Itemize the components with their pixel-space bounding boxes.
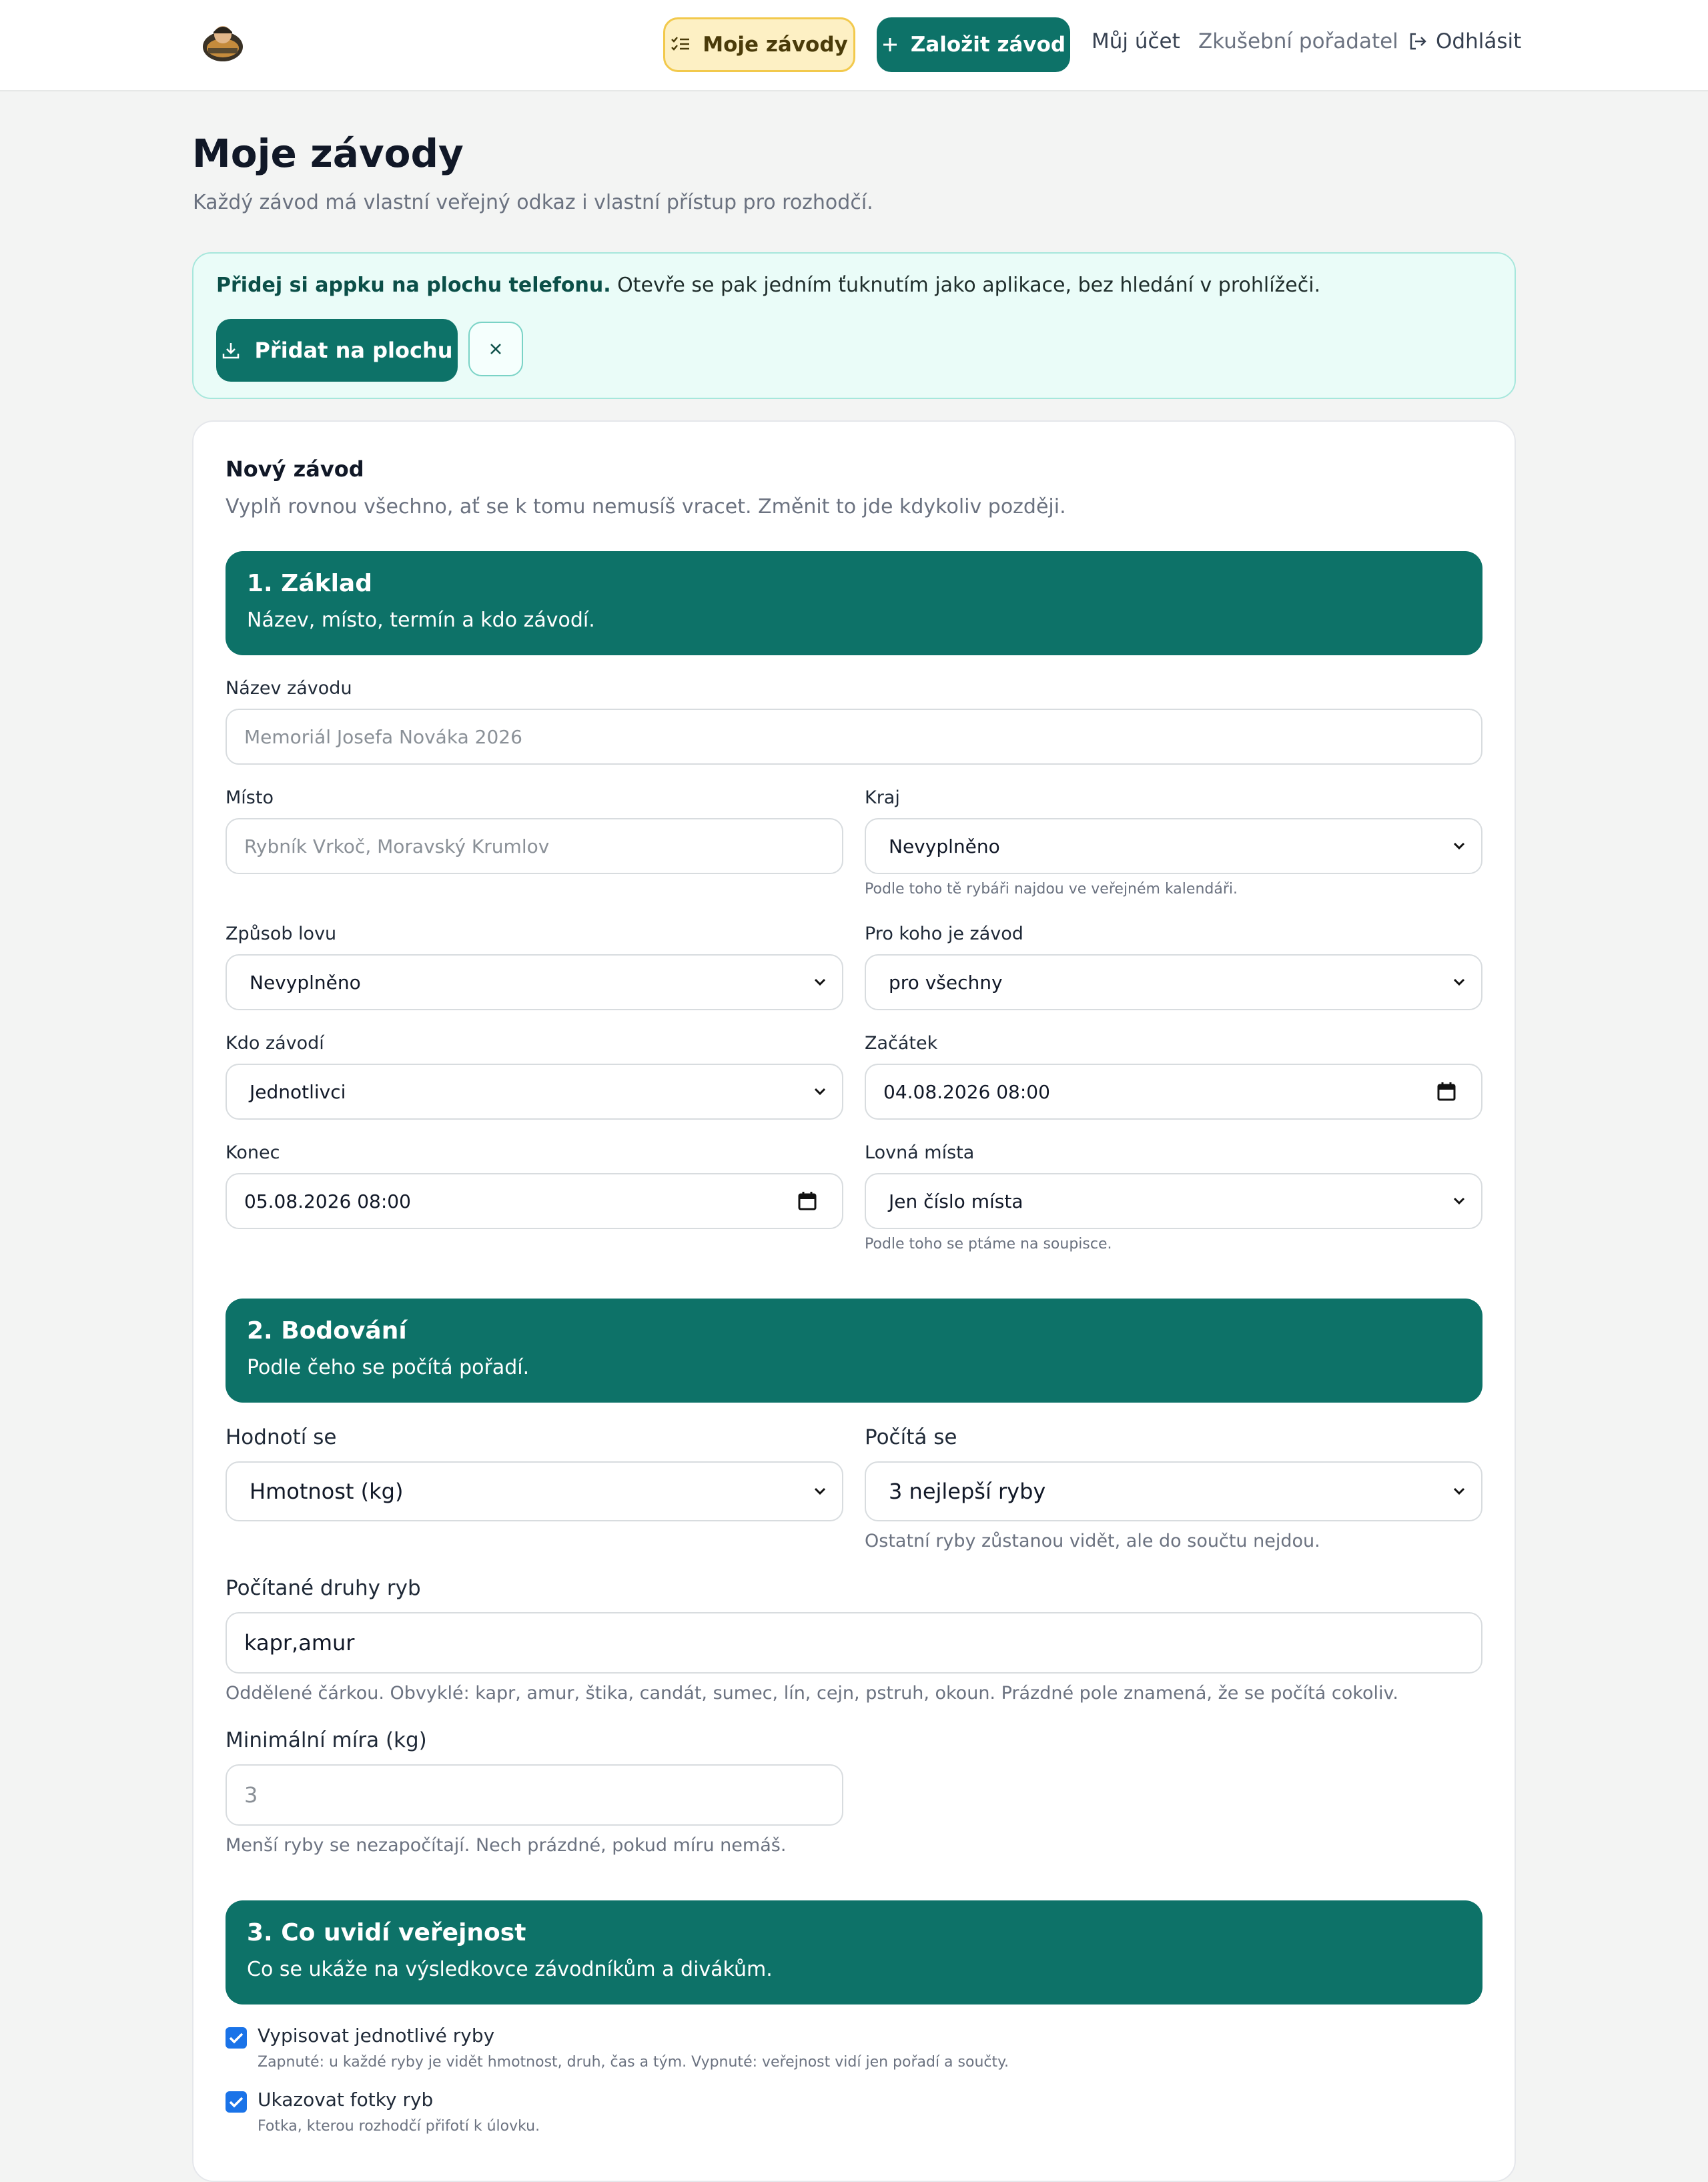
chevron-down-icon	[1452, 976, 1466, 988]
section-subtitle: Název, místo, termín a kdo závodí.	[247, 609, 595, 632]
method-value: Nevyplněno	[250, 971, 361, 994]
start-value: 04.08.2026 08:00	[883, 1080, 1050, 1103]
end-label: Konec	[226, 1142, 280, 1163]
start-datetime-input[interactable]	[865, 1064, 1482, 1120]
section-scoring-header	[226, 1299, 1482, 1403]
chevron-down-icon	[1452, 1485, 1466, 1497]
species-input[interactable]: kapr,amur	[226, 1612, 1482, 1674]
list-fish-hint: Zapnuté: u každé ryby je vidět hmotnost, druh, čas a tým. Vypnuté: veřejnost vidí jen pořadí a součty.	[258, 2054, 1009, 2071]
form-subtitle: Vyplň rovnou všechno, ať se k tomu nemusíš vracet. Změnit to jde kdykoliv později.	[226, 495, 1066, 518]
banner-bold-text: Přidej si appku na plochu telefonu.	[216, 274, 611, 297]
end-value: 05.08.2026 08:00	[244, 1190, 411, 1212]
top-navigation	[0, 0, 1708, 91]
dismiss-banner-button[interactable]	[468, 322, 523, 376]
create-race-label: Založit závod	[910, 33, 1066, 57]
list-fish-label[interactable]: Vypisovat jednotlivé ryby	[258, 2025, 495, 2047]
count-label: Počítá se	[865, 1425, 957, 1449]
section-subtitle: Co se ukáže na výsledkovce závodníkům a divákům.	[247, 1958, 773, 1981]
region-select[interactable]	[865, 818, 1482, 874]
rating-value: Hmotnost (kg)	[250, 1479, 404, 1504]
banner-body-text: Otevře se pak jedním ťuknutím jako aplikace, bez hledání v prohlížeči.	[610, 274, 1321, 297]
my-races-label: Moje závody	[703, 33, 848, 57]
chevron-down-icon	[1452, 1195, 1466, 1207]
who-competes-label: Kdo závodí	[226, 1033, 324, 1054]
calendar-icon[interactable]	[1437, 1082, 1456, 1102]
section-subtitle: Podle čeho se počítá pořadí.	[247, 1356, 530, 1379]
start-label: Začátek	[865, 1033, 938, 1054]
region-label: Kraj	[865, 787, 900, 808]
chevron-down-icon	[813, 1086, 827, 1098]
spots-select[interactable]	[865, 1173, 1482, 1229]
chevron-down-icon	[813, 1485, 827, 1497]
spots-value: Jen číslo místa	[889, 1190, 1023, 1212]
count-value: 3 nejlepší ryby	[889, 1479, 1046, 1504]
section-public-header	[226, 1900, 1482, 2005]
plus-icon	[881, 36, 899, 53]
who-competes-value: Jednotlivci	[250, 1080, 346, 1103]
rating-select[interactable]	[226, 1461, 843, 1521]
page-title: Moje závody	[192, 131, 464, 176]
add-to-home-label: Přidat na plochu	[254, 338, 453, 363]
new-race-form-card	[192, 420, 1516, 2182]
chevron-down-icon	[1452, 840, 1466, 852]
section-title: 1. Základ	[247, 570, 372, 597]
show-photos-checkbox[interactable]	[226, 2091, 247, 2113]
race-name-label: Název závodu	[226, 678, 352, 699]
checkmark-icon	[229, 2096, 244, 2108]
count-hint: Ostatní ryby zůstanou vidět, ale do součtu nejdou.	[865, 1531, 1320, 1551]
end-datetime-input[interactable]	[226, 1173, 843, 1229]
show-photos-label[interactable]: Ukazovat fotky ryb	[258, 2089, 434, 2111]
checkmark-icon	[229, 2032, 244, 2044]
download-icon	[221, 340, 241, 360]
logout-label: Odhlásit	[1436, 29, 1522, 53]
spots-hint: Podle toho se ptáme na soupisce.	[865, 1236, 1112, 1252]
page-subtitle: Každý závod má vlastní veřejný odkaz i vlastní přístup pro rozhodčí.	[193, 191, 873, 214]
place-input[interactable]: Rybník Vrkoč, Moravský Krumlov	[226, 818, 843, 874]
section-basic-header	[226, 551, 1482, 655]
place-label: Místo	[226, 787, 274, 808]
audience-value: pro všechny	[889, 971, 1003, 994]
min-size-input[interactable]: 3	[226, 1764, 843, 1826]
min-size-label: Minimální míra (kg)	[226, 1728, 427, 1752]
my-races-button[interactable]	[663, 17, 855, 72]
section-title: 3. Co uvidí veřejnost	[247, 1919, 526, 1946]
chevron-down-icon	[813, 976, 827, 988]
race-name-input[interactable]: Memoriál Josefa Nováka 2026	[226, 709, 1482, 765]
logout-icon	[1408, 31, 1428, 51]
method-label: Způsob lovu	[226, 924, 337, 944]
region-value: Nevyplněno	[889, 835, 1000, 857]
species-hint: Oddělené čárkou. Obvyklé: kapr, amur, štika, candát, sumec, lín, cejn, pstruh, okoun. Prázdné pole znamená, že se počítá cokoliv.	[226, 1683, 1398, 1704]
banner-text	[216, 274, 1320, 297]
organizer-name: Zkušební pořadatel	[1198, 29, 1398, 53]
list-fish-checkbox[interactable]	[226, 2027, 247, 2049]
region-hint: Podle toho tě rybáři najdou ve veřejném kalendáři.	[865, 881, 1238, 897]
audience-select[interactable]	[865, 954, 1482, 1010]
logout-link[interactable]	[1408, 29, 1521, 53]
section-title: 2. Bodování	[247, 1317, 407, 1345]
calendar-icon[interactable]	[798, 1191, 817, 1211]
show-photos-hint: Fotka, kterou rozhodčí přifotí k úlovku.	[258, 2118, 540, 2135]
install-banner	[192, 252, 1516, 399]
add-to-home-button[interactable]	[216, 319, 458, 382]
who-competes-select[interactable]	[226, 1064, 843, 1120]
form-title: Nový závod	[226, 456, 364, 482]
checklist-icon	[671, 36, 691, 53]
rating-label: Hodnotí se	[226, 1425, 337, 1449]
min-size-hint: Menší ryby se nezapočítají. Nech prázdné, pokud míru nemáš.	[226, 1835, 787, 1856]
spots-label: Lovná místa	[865, 1142, 975, 1163]
method-select[interactable]	[226, 954, 843, 1010]
my-account-link[interactable]: Můj účet	[1092, 29, 1180, 53]
audience-label: Pro koho je závod	[865, 924, 1023, 944]
close-icon	[488, 341, 504, 357]
species-label: Počítané druhy ryb	[226, 1576, 421, 1600]
create-race-button[interactable]	[877, 17, 1070, 72]
logo[interactable]	[199, 19, 247, 67]
count-select[interactable]	[865, 1461, 1482, 1521]
